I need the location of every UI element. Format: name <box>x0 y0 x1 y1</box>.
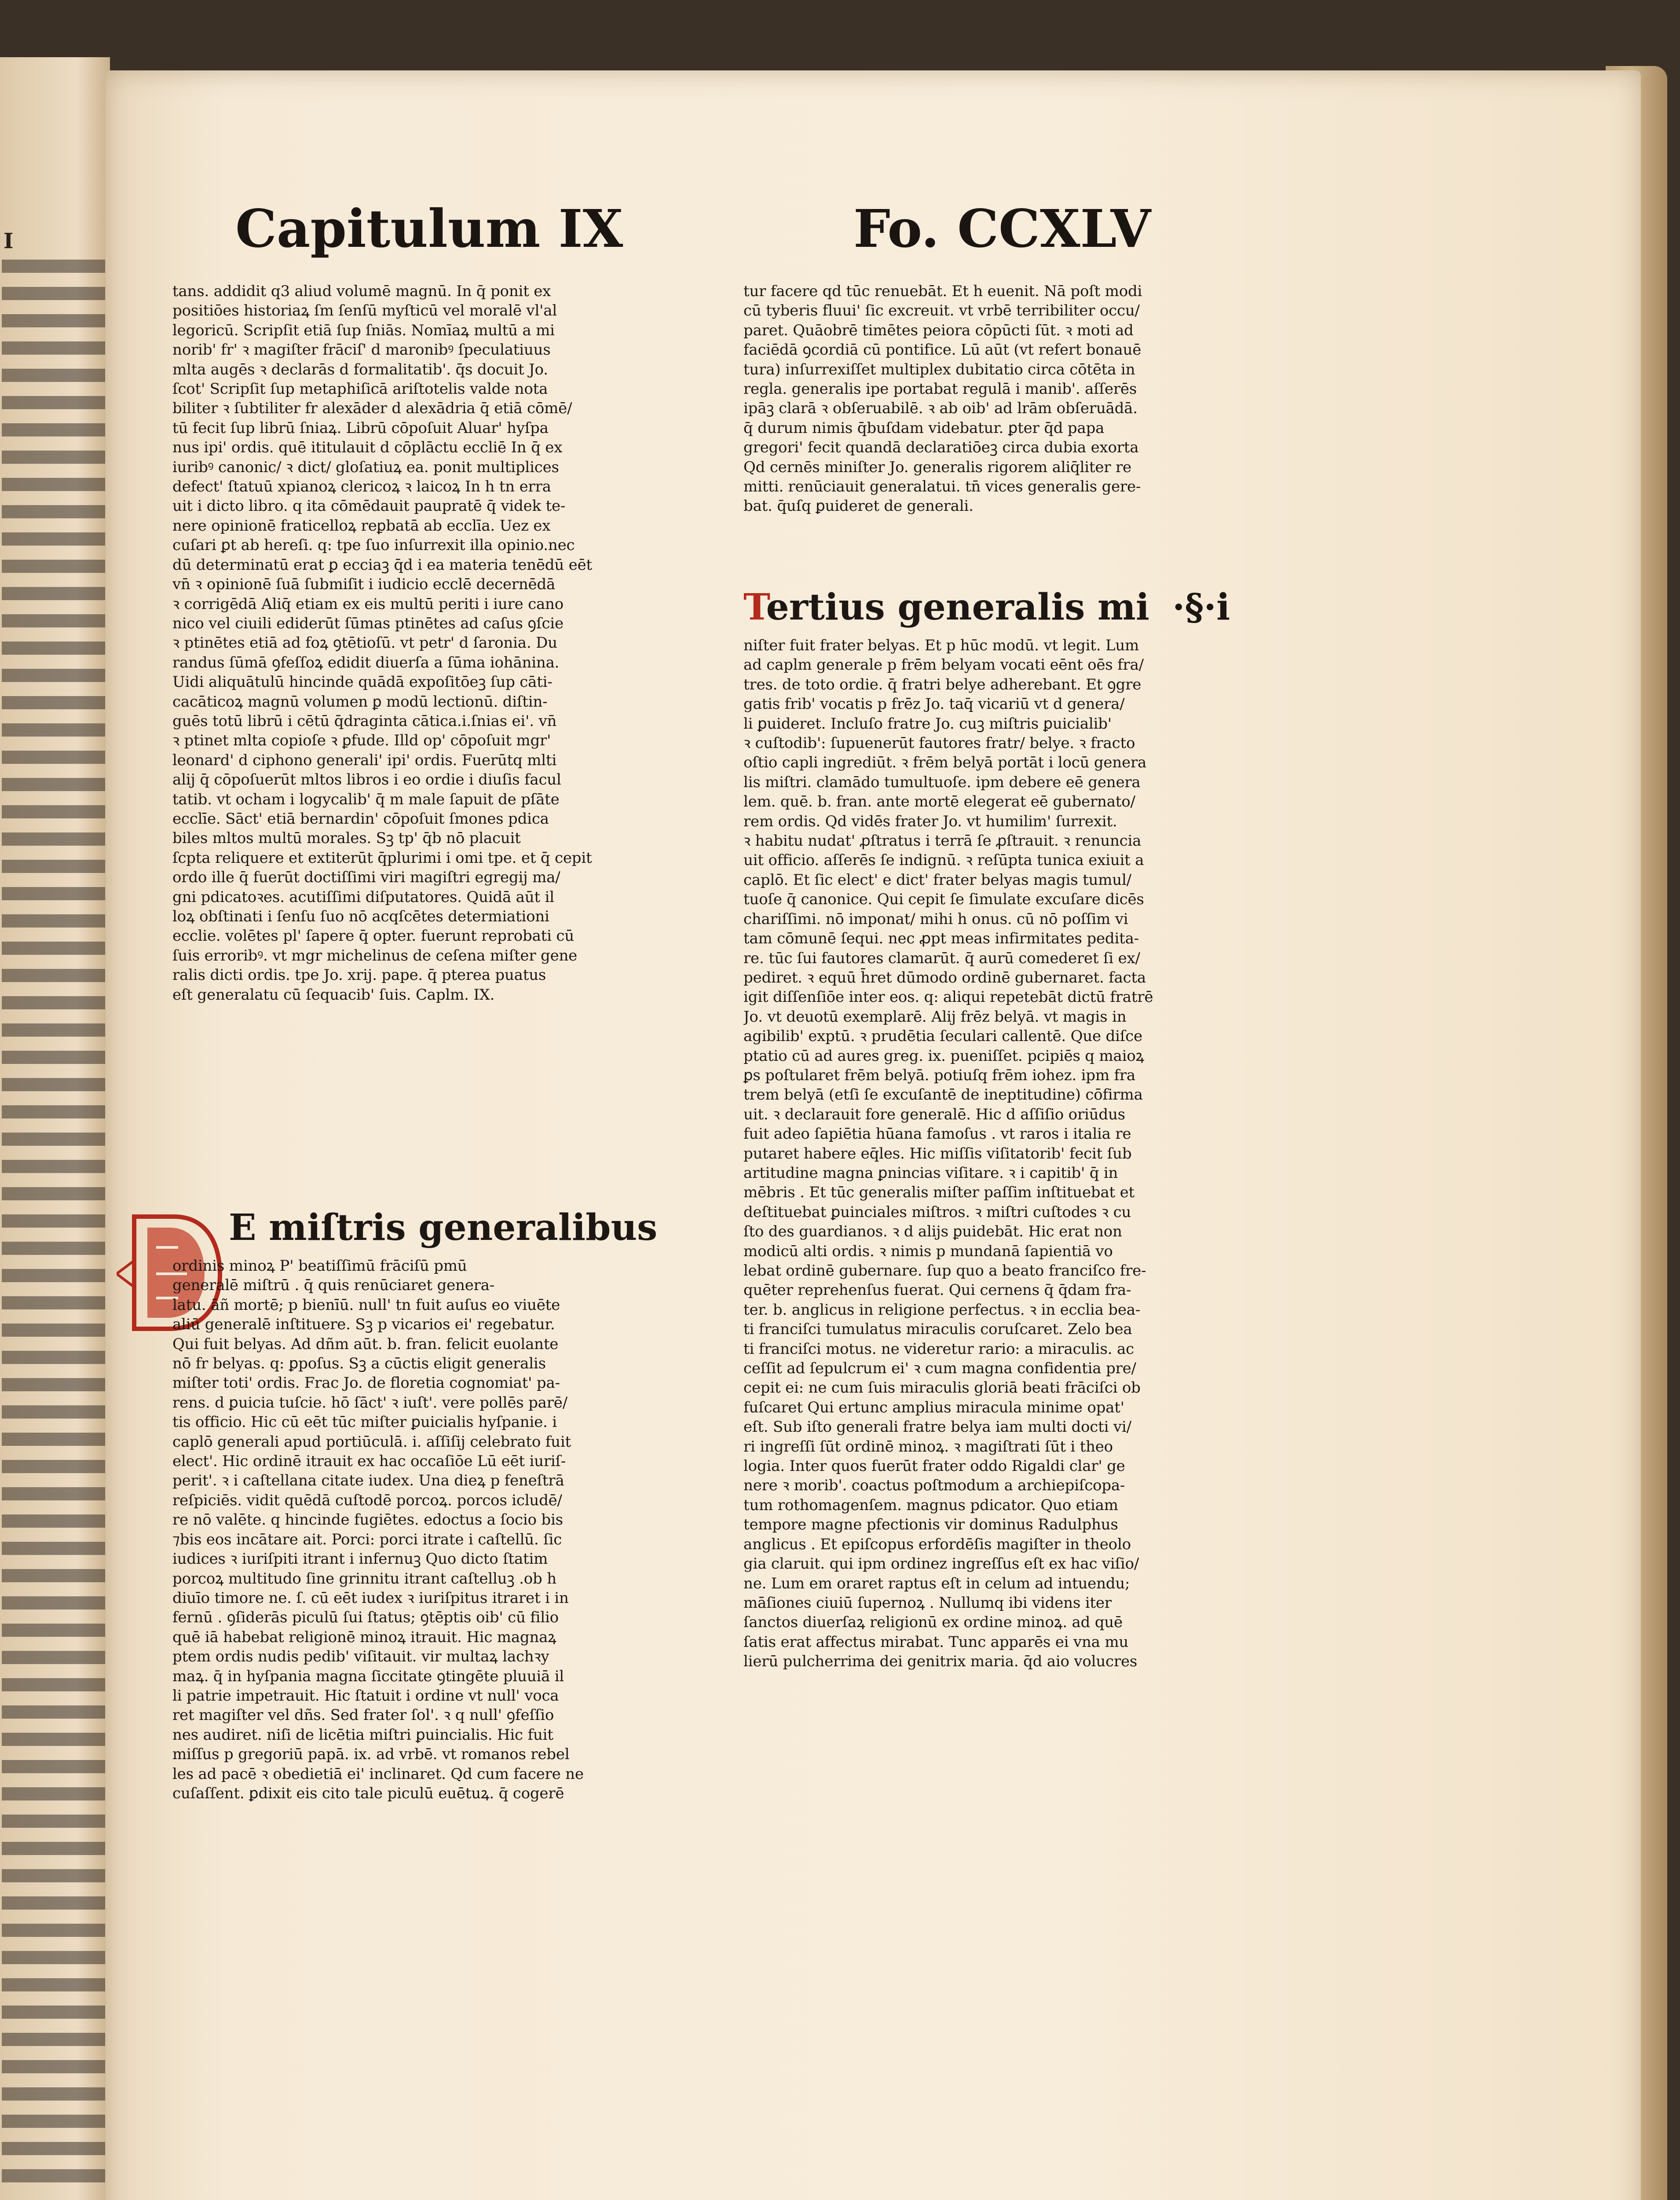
text-line: guēs totū librū i cētū q̄draginta cātica.i.ſnias ei'. vn̄ <box>172 712 557 730</box>
text-line: gregori' fecit quandā declaratiōeꝫ circa dubia exorta <box>743 439 1139 457</box>
text-line: ipāꝫ clarā ꝛ obſeruabilē. ꝛ ab oib' ad lrām obſeruādā. <box>743 400 1138 418</box>
text-line: tuoſe q̄ canonice. Qui cepit ſe ſimulate excuſare dicēs <box>743 891 1144 909</box>
text-line: ceſſit ad ſepulcrum ei' ꝛ cum magna confidentia pre/ <box>743 1360 1136 1378</box>
text-line: positiōes historiaꝝ ſm ſenſū myſticū vel moralē vl'al <box>172 302 557 320</box>
text-line: gatis frib' vocatis p frēz Jo. taq̄ vicariū vt d genera/ <box>743 695 1125 713</box>
text-line: tempore magne pfectionis vir dominus Radulphus <box>743 1516 1118 1534</box>
text-line: ꝛ habitu nudat' ꝓſtratus i terrā ſe ꝓſtrauit. ꝛ renuncia <box>743 832 1142 850</box>
right-column-text <box>743 282 1285 581</box>
text-line: ptem ordis nudis pedib' viſitauit. vir multaꝝ lachꝛy <box>172 1648 549 1666</box>
text-line: Jo. vt deuotū exemplarē. Alij frēz belyā. vt magis in <box>743 1008 1127 1026</box>
text-line: regla. generalis ipe portabat regulā i manib'. aſſerēs <box>743 380 1137 398</box>
text-line: diuīo timore ne. ſ. cū eēt iudex ꝛ iuriſpitus itraret i in <box>172 1589 569 1607</box>
text-line: perit'. ꝛ i caſtellana citate iudex. Una dieꝝ p feneſtrā <box>172 1472 564 1490</box>
text-line: biles mltos multū morales. Sꝫ tp' q̄b nō placuit <box>172 829 521 847</box>
text-line: Qui fuit belyas. Ad dñm aūt. b. fran. felicit euolante <box>172 1335 559 1353</box>
text-line: li ꝑuideret. Incluſo fratre Jo. cuꝫ miſtris ꝑuicialib' <box>743 715 1112 733</box>
text-line: tū fecit ſup librū ſniaꝝ. Librū cōpoſuit Aluar' hyſpa <box>172 419 549 437</box>
text-line: generalē miſtrū . q̄ quis renūciaret genera- <box>172 1276 495 1294</box>
text-line: ecclīe. Sāct' etiā bernardin' cōpoſuit ſmones pdica <box>172 810 549 828</box>
text-line: tis officio. Hic cū eēt tūc miſter ꝑuicialis hyſpanie. i <box>172 1413 557 1431</box>
text-line: tur facere qd tūc renuebāt. Et h euenit. Nā poſt modi <box>743 282 1142 300</box>
text-line: re nō valēte. q hincinde fugiētes. edoctus a ſocio bis <box>172 1511 563 1529</box>
text-line: ordinis minoꝝ P' beatiſſimū frāciſū pmū <box>172 1257 467 1275</box>
text-line: defect' ſtatuū xpianoꝝ clericoꝝ ꝛ laicoꝝ In h tn erra <box>172 478 551 496</box>
text-line: putaret habere eq̄les. Hic miſſis viſitatorib' fecit ſub <box>743 1144 1132 1162</box>
text-line: modicū alti ordis. ꝛ nimis p mundanā ſapientiā vo <box>743 1242 1113 1260</box>
text-line: Qd cernēs miniſter Jo. generalis rigorem aliq̄liter re <box>743 458 1131 476</box>
text-line: anglicus . Et epiſcopus erfordēſis magiſter in theolo <box>743 1535 1131 1553</box>
section-heading-left: E miſtris generalibus <box>229 1206 658 1249</box>
text-line: ſcot' Scripſit ſup metaphiſicā ariſtotelis valde nota <box>172 380 548 398</box>
text-line: miſſus p gregoriū papā. ix. ad vrbē. vt romanos rebel <box>172 1745 570 1764</box>
text-line: nō fr belyas. q: ꝑpoſus. Sꝫ a cūctis eligit generalis <box>172 1355 546 1373</box>
text-line: biliter ꝛ ſubtiliter fr alexāder d alexādria q̄ etiā cōmē/ <box>172 400 572 418</box>
text-line: māſiones ciuiū ſupernoꝝ . Nullumq ibi videns iter <box>743 1594 1112 1612</box>
heading-initial-t: T <box>743 586 766 628</box>
left-column-text <box>172 282 720 1030</box>
text-line: cuſaſſent. ꝑdixit eis cito tale piculū euētuꝝ. q̄ cogerē <box>172 1784 564 1802</box>
text-line: tum rothomagenſem. magnus pdicator. Quo etiam <box>743 1496 1118 1514</box>
heading-paragraph-mark: ·§·i <box>1172 586 1230 628</box>
text-line: uit. ꝛ declarauit fore generalē. Hic d aſſiſio oriūdus <box>743 1105 1125 1123</box>
text-line: tura) inſurrexiſſet multiplex dubitatio circa cōtēta in <box>743 360 1135 378</box>
text-line: chariſſimi. nō imponat/ mihi h onus. cū nō poſſim vi <box>743 910 1128 928</box>
text-line: ret magiſter vel dñs. Sed frater ſol'. ꝛ q null' ꝯfeſſio <box>172 1706 554 1724</box>
text-line: eſt. Sub iſto generali fratre belya iam multi docti vi/ <box>743 1418 1131 1436</box>
heading-rest: ertius generalis mi <box>766 586 1149 628</box>
text-line: gia claruit. qui ipm ordinez ingreſſus eſt ex hac viſio/ <box>743 1555 1139 1573</box>
text-line: reſpiciēs. vidit quēdā cuſtodē porcoꝝ. porcos icludē/ <box>172 1491 562 1509</box>
text-line: ſcpta reliquere et extiterūt q̄plurimi i omi tpe. et q̄ cepit <box>172 849 592 867</box>
text-line: nes audiret. niſi de licētia miſtri ꝑuincialis. Hic fuit <box>172 1726 553 1744</box>
text-line: lis miſtri. clamādo tumultuoſe. ipm debere eē genera <box>743 773 1141 791</box>
text-line: nere ꝛ morib'. coactus poſtmodum a archiepiſcopa- <box>743 1477 1125 1495</box>
text-line: ri ingreſſi ſūt ordinē minoꝝ. ꝛ magiſtrati ſūt i theo <box>743 1437 1113 1456</box>
folio-number: Fo. CCXLV <box>853 198 1151 259</box>
text-line: mēbris . Et tūc generalis miſter paſſim inſtituebat et <box>743 1184 1135 1202</box>
text-line: ꝛ ptinētes etiā ad foꝝ ꝯtētioſū. vt petr' d ſaronia. Du <box>172 634 557 652</box>
text-line: paret. Quāobrē timētes peiora cōpūcti ſūt. ꝛ moti ad <box>743 321 1134 339</box>
text-line: ter. b. anglicus in religione perfectus. ꝛ in ecclia bea- <box>743 1301 1141 1319</box>
text-line: maꝝ. q̄ in hyſpania magna ſiccitate ꝯtingēte pluuiā il <box>172 1667 564 1685</box>
text-line: lem. quē. b. fran. ante mortē elegerat eē gubernato/ <box>743 793 1135 811</box>
text-line: cuſari ꝑt ab hereſi. q: tpe ſuo inſurrexit illa opinio.nec <box>172 536 575 554</box>
text-line: cepit ei: ne cum ſuis miraculis gloriā beati frāciſci ob <box>743 1379 1141 1397</box>
text-line: mlta augēs ꝛ declarās d formalitatib'. q̄s docuit Jo. <box>172 360 548 378</box>
text-line: gni pdicatoꝛes. acutiſſimi diſputatores. Quidā aūt il <box>172 888 554 906</box>
text-line: logia. Inter quos fuerūt frater oddo Rigaldi clar' ge <box>743 1457 1125 1475</box>
text-line: deſtituebat ꝑuinciales miſtros. ꝛ miſtri cuſtodes ꝛ cu <box>743 1203 1131 1221</box>
text-line: pediret. ꝛ equū h̄ret dūmodo ordinē gubernaret. facta <box>743 968 1146 986</box>
text-line: alij q̄ cōpoſuerūt mltos libros i eo ordie i diuſis facul <box>172 771 561 789</box>
text-line: ſatis erat affectus mirabat. Tunc apparēs ei vna mu <box>743 1633 1129 1651</box>
text-line: aliū generalē inſtituere. Sꝫ p vicarios ei' regebatur. <box>172 1316 555 1334</box>
text-line: rem ordis. Qd vidēs frater Jo. vt humilim' ſurrexit. <box>743 812 1117 830</box>
text-line: agibilib' exptū. ꝛ prudētia ſeculari callentē. Que diſce <box>743 1027 1142 1045</box>
text-line: randus ſūmā ꝯfeſſoꝝ edidit diuerſa a ſūma iohānina. <box>172 653 560 671</box>
text-line: norib' fr' ꝛ magiſter frāciſ' d maronibꝰ ſpeculatiuus <box>172 341 551 359</box>
text-line: porcoꝝ multitudo ſine grinnitu itrant caſtelluꝫ .ob h <box>172 1569 556 1588</box>
text-line: ſto des guardianos. ꝛ d alijs ꝑuidebāt. Hic erat non <box>743 1223 1122 1241</box>
text-line: nico vel ciuili ediderūt ſūmas ptinētes ad caſus ꝯſcie <box>172 614 564 632</box>
text-line: bat. q̄uſq ꝑuideret de generali. <box>743 497 974 515</box>
text-line: ralis dicti ordis. tpe Jo. xrij. pape. q̄ pterea puatus <box>172 966 546 984</box>
left-page-text-texture <box>2 260 105 2196</box>
text-line: lierū pulcherrima dei genitrix maria. q̄d aio volucres <box>743 1653 1138 1671</box>
text-line: eſt generalatu cū ſequacib' ſuis. Caplm. IX. <box>172 986 495 1004</box>
text-line: mitti. renūciauit generalatui. tn̄ vices generalis gere- <box>743 478 1141 496</box>
left-facing-page <box>0 57 110 2200</box>
text-line: cacāticoꝝ magnū volumen ꝑ modū lectionū. diſtin- <box>172 693 548 711</box>
text-line: ꝛ corrigēdā Aliq̄ etiam ex eis multū periti i iure cano <box>172 595 564 613</box>
text-line: ꝛ cuſtodib': ſupuenerūt fautores fratr/ belye. ꝛ fracto <box>743 734 1135 752</box>
text-line: oſtio capli ingrediūt. ꝛ frēm belyā portāt i locū genera <box>743 754 1147 772</box>
text-line: caplō generali apud portiūculā. i. aſſiſij celebrato fuit <box>172 1433 571 1451</box>
text-line: legoricū. Scripſit etiā ſup ſniās. Nomīaꝝ multū a mi <box>172 321 555 339</box>
text-line: ad caplm generale p frēm belyam vocati eēnt oēs fra/ <box>743 656 1144 674</box>
text-line: cū tyberis fluui' ſic excreuit. vt vrbē terribiliter occu/ <box>743 302 1140 320</box>
text-line: rens. d ꝑuicia tuſcie. hō ſāct' ꝛ iuſt'. vere pollēs parē/ <box>172 1393 567 1412</box>
text-line: Uidi aliquātulū hincinde quādā expoſitōeꝫ ſup cāti- <box>172 673 553 691</box>
text-line: ꝛ ptinet mlta copioſe ꝛ ꝑfude. Illd op' cōpoſuit mgr' <box>172 732 551 750</box>
text-line: quēter reprehenſus fuerat. Qui cernens q̄ q̄dam fra- <box>743 1281 1131 1299</box>
text-line: latu. āñ mortē; p bienīū. null' tn fuit auſus eo viuēte <box>172 1296 560 1314</box>
text-line: iuribꝰ canonic/ ꝛ dict/ gloſatiuꝝ ea. ponit multiplices <box>172 458 559 476</box>
text-line: niſter fuit frater belyas. Et p hūc modū. vt legit. Lum <box>743 637 1139 654</box>
right-column-text-continued <box>743 636 1285 1929</box>
text-line: ti franciſci motus. ne videretur rario: a miraculis. ac <box>743 1340 1134 1358</box>
text-line: ti franciſci tumulatus miraculis coruſcaret. Zelo bea <box>743 1320 1132 1338</box>
running-header-left: Capitulum IX <box>235 198 623 259</box>
text-line: nus ipi' ordis. quē ititulauit d cōplāctu eccliē In q̄ ex <box>172 439 563 457</box>
text-line: tatib. vt ocham i logycalib' q̄ m male ſapuit de pſāte <box>172 790 560 808</box>
text-line: re. tūc ſui fautores clamarūt. q̄ aurū comederet ſi ex/ <box>743 949 1140 967</box>
text-line: ſuis erroribꝰ. vt mgr michelinus de ceſena miſter gene <box>172 946 578 964</box>
text-line: ⁊bis eos incātare ait. Porci: porci itrate i caſtellū. ſic <box>172 1530 562 1548</box>
text-line: ſanctos diuerſaꝝ religionū ex ordine minoꝝ. ad quē <box>743 1613 1123 1632</box>
text-line: fuit adeo ſapiētia hūana famoſus . vt raros i italia re <box>743 1125 1131 1143</box>
text-line: li patrie impetrauit. Hic ſtatuit i ordine vt null' voca <box>172 1687 559 1705</box>
text-line: elect'. Hic ordinē itrauit ex hac occaſiōe Lū eēt iuriſ- <box>172 1452 566 1470</box>
text-line: ꝑs poſtularet frēm belyā. potiuſq frēm iohez. ipm fra <box>743 1066 1135 1084</box>
text-line: igit diſſenſiōe inter eos. q: aliqui repetebāt dictū fratrē <box>743 988 1153 1006</box>
text-line: nere opinionē fraticelloꝝ reꝑbatā ab ecclīa. Uez ex <box>172 517 551 535</box>
text-line: artitudine magna ꝑnincias viſitare. ꝛ i capitib' q̄ in <box>743 1164 1118 1182</box>
text-line: iudices ꝛ iuriſpiti itrant i infernuꝫ Quo dicto ſtatim <box>172 1550 548 1568</box>
text-line: loꝝ obſtinati i ſenſu ſuo nō acqſcētes determiationi <box>172 908 549 925</box>
text-line: uit i dicto libro. q ita cōmēdauit paupratē q̄ videk te- <box>172 497 566 515</box>
text-line: caplō. Et ſic elect' e dict' frater belyas magis tumul/ <box>743 871 1131 889</box>
left-page-mark: I <box>4 229 14 253</box>
text-line: ecclie. volētes pl' ſapere q̄ opter. fuerunt reprobati cū <box>172 927 574 945</box>
text-line: tans. addidit q3 aliud volumē magnū. In q̄ ponit ex <box>172 282 551 300</box>
text-line: quē iā habebat religionē minoꝝ itrauit. Hic magnaꝝ <box>172 1628 556 1646</box>
text-line: ordo ille q̄ fuerūt doctiſſimi viri magiſtri egregij ma/ <box>172 869 560 887</box>
text-line: fuſcaret Qui ertunc amplius miracula minime opat' <box>743 1398 1124 1416</box>
text-line: miſter toti' ordis. Frac Jo. de floretia cognomiat' pa- <box>172 1374 560 1392</box>
text-line: ptatio cū ad aures greg. ix. pueniſſet. pcipiēs q maioꝝ <box>743 1047 1144 1065</box>
text-line: ne. Lum em oraret raptus eſt in celum ad intuendu; <box>743 1574 1130 1592</box>
text-line: trem belyā (etſi ſe excuſantē de ineptitudine) cōfirma <box>743 1086 1143 1104</box>
text-line: tam cōmunē ſequi. nec ꝓpt meas infirmitates pedita- <box>743 930 1139 948</box>
text-line: q̄ durum nimis q̄buſdam videbatur. ꝑter q̄d papa <box>743 419 1105 437</box>
text-line: fernū . ꝯſiderās piculū ſui ſtatus; ꝯtēptis oib' cū filio <box>172 1609 559 1627</box>
text-line: les ad pacē ꝛ obedietiā ei' inclinaret. Qd cum facere ne <box>172 1765 584 1783</box>
text-line: tres. de toto ordie. q̄ fratri belye adherebant. Et ꝯgre <box>743 675 1142 693</box>
text-line: lebat ordinē gubernare. ſup quo a beato franciſco fre- <box>743 1262 1146 1280</box>
left-column-text-continued <box>172 1256 720 1828</box>
text-line: vn̄ ꝛ opinionē ſuā ſubmiſit i iudicio ecclē decernēdā <box>172 576 556 594</box>
text-line: faciēdā ꝯcordiā cū pontifice. Lū aūt (vt refert bonauē <box>743 341 1142 359</box>
text-line: leonard' d ciphono generali' ipi' ordis. Fuerūtq mlti <box>172 751 557 769</box>
section-heading-right <box>743 587 1149 627</box>
text-line: uit officio. aſſerēs ſe indignū. ꝛ reſūpta tunica exiuit a <box>743 851 1144 869</box>
text-line: dū determinatū erat ꝑ ecciaꝫ q̄d i ea materia tenēdū eēt <box>172 556 592 574</box>
